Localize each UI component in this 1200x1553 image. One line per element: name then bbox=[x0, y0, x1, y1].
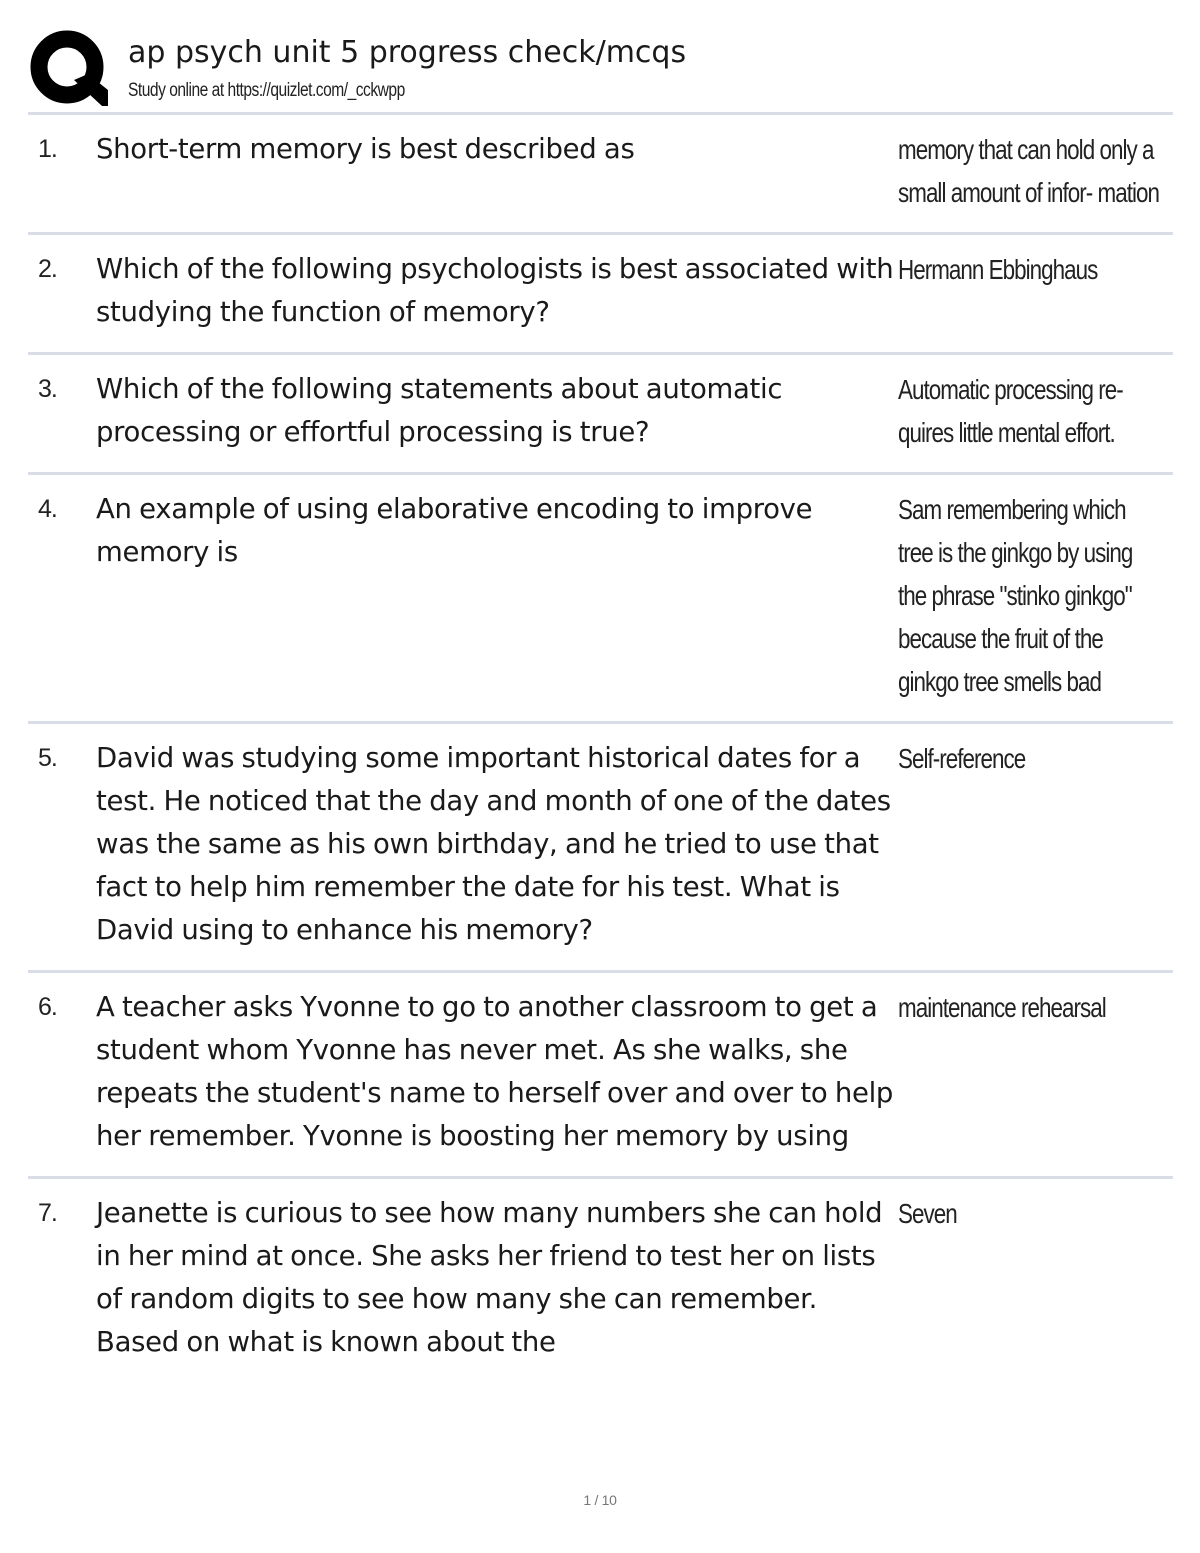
page-indicator: 1 / 10 bbox=[583, 1492, 617, 1508]
flashcard-row bbox=[28, 973, 1173, 1179]
card-definition bbox=[896, 737, 1200, 952]
card-number: 6. bbox=[38, 993, 57, 1021]
flashcard-list bbox=[28, 115, 1173, 1382]
flashcard-row bbox=[28, 115, 1173, 235]
card-definition-text: Hermann Ebbinghaus bbox=[898, 254, 1098, 285]
card-definition bbox=[896, 488, 1200, 703]
card-number: 1. bbox=[38, 135, 57, 163]
card-number: 2. bbox=[38, 255, 57, 283]
study-online-link-text[interactable]: Study online at https://quizlet.com/_cckwpp bbox=[128, 80, 405, 101]
card-term: Short-term memory is best described as bbox=[96, 133, 635, 165]
card-term: David was studying some important historical dates for a test. He noticed that the day and month of one of the dates was the same as his own birthday, and he tried to use that fact to help him remember the date for his test. What is David using to enhance his memory? bbox=[96, 742, 891, 946]
flashcard-row bbox=[28, 235, 1173, 355]
card-term: A teacher asks Yvonne to go to another classroom to get a student whom Yvonne has never met. As she walks, she repeats the student's name to herself over and over to help her remember. Yvonne is boosting her memory by using bbox=[96, 991, 894, 1152]
flashcard-row bbox=[28, 355, 1173, 475]
card-definition bbox=[896, 248, 1200, 334]
card-definition bbox=[896, 1192, 1200, 1364]
card-term: Which of the following psychologists is best associated with studying the function of memory? bbox=[96, 253, 894, 328]
card-definition-text: maintenance rehearsal bbox=[898, 992, 1106, 1023]
card-number: 3. bbox=[38, 375, 57, 403]
flashcard-row bbox=[28, 1179, 1173, 1382]
document-title: ap psych unit 5 progress check/mcqs bbox=[128, 35, 687, 70]
card-definition bbox=[896, 128, 1200, 214]
card-definition bbox=[896, 368, 1200, 454]
card-term: Jeanette is curious to see how many numbers she can hold in her mind at once. She asks her friend to test her on lists of random digits to see how many she can remember. Based on what is known about the bbox=[96, 1197, 883, 1358]
card-definition-text: memory that can hold only a small amount of infor- mation bbox=[898, 134, 1159, 208]
flashcard-row bbox=[28, 475, 1173, 724]
card-number: 7. bbox=[38, 1199, 57, 1227]
card-definition-text: Sam remembering which tree is the ginkgo by using the phrase "stinko ginkgo" because the fruit of the ginkgo tree smells bad bbox=[898, 494, 1133, 697]
document-header bbox=[30, 30, 1172, 112]
card-definition bbox=[896, 986, 1200, 1158]
card-number: 4. bbox=[38, 495, 57, 523]
quizlet-q-logo-icon bbox=[30, 30, 108, 108]
card-number: 5. bbox=[38, 744, 57, 772]
card-definition-text: Automatic processing re- quires little mental effort. bbox=[898, 374, 1123, 448]
card-term: Which of the following statements about automatic processing or effortful processing is true? bbox=[96, 373, 783, 448]
flashcard-row bbox=[28, 724, 1173, 973]
card-definition-text: Seven bbox=[898, 1198, 957, 1229]
card-definition-text: Self-reference bbox=[898, 743, 1026, 774]
card-term: An example of using elaborative encoding to improve memory is bbox=[96, 493, 813, 568]
